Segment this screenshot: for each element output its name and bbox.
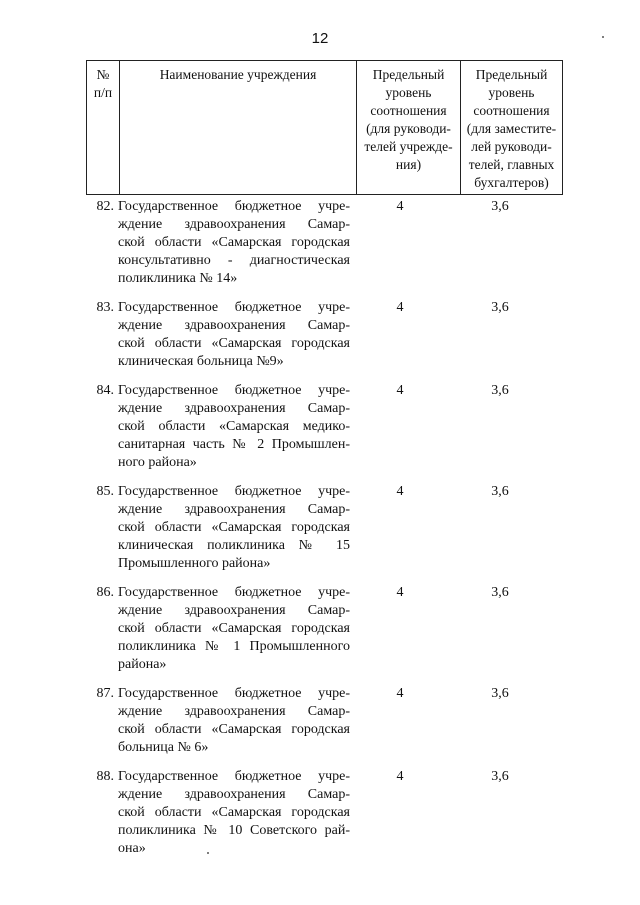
row-number: 88. xyxy=(96,769,114,784)
deputy-ratio-value: 3,6 xyxy=(491,484,509,499)
header-line: (для заместите- xyxy=(466,121,557,136)
deputy-ratio-value: 3,6 xyxy=(491,769,509,784)
institution-name xyxy=(118,768,350,858)
header-line: Наименование учреждения xyxy=(159,67,317,82)
table-row xyxy=(80,685,570,757)
institution-name-line: санитарная часть № 2 Промышлен- xyxy=(118,437,350,452)
header-line: (для руководи- xyxy=(366,121,451,136)
table-header xyxy=(86,60,563,195)
header-line: уровень xyxy=(488,85,535,100)
table-body xyxy=(80,198,570,869)
table-row xyxy=(80,483,570,573)
header-deputy-ratio xyxy=(461,61,562,194)
institution-name-line: Промышленного района» xyxy=(118,556,271,571)
institution-name-line: ждение здравоохранения Самар- xyxy=(118,704,350,719)
deputy-ratio-value: 3,6 xyxy=(491,199,509,214)
institution-name-line: Государственное бюджетное учре- xyxy=(118,199,350,214)
institution-name-line: ской области «Самарская городская xyxy=(118,235,350,250)
institution-name-line: ской области «Самарская городская xyxy=(118,805,350,820)
header-line: телей учрежде- xyxy=(364,139,453,154)
header-line: уровень xyxy=(385,85,432,100)
institution-name xyxy=(118,685,350,757)
header-line: п/п xyxy=(93,85,113,100)
table-row xyxy=(80,584,570,674)
institution-name-line: ждение здравоохранения Самар- xyxy=(118,401,350,416)
institution-name-line: ждение здравоохранения Самар- xyxy=(118,502,350,517)
header-institution-name xyxy=(120,61,357,194)
institution-name-line: консультативно - диагностическая xyxy=(118,253,350,268)
institution-name-line: поликлиника № 10 Советского рай- xyxy=(118,823,350,838)
row-number: 87. xyxy=(96,686,114,701)
institution-name-line: ждение здравоохранения Самар- xyxy=(118,787,350,802)
institution-name-line: ждение здравоохранения Самар- xyxy=(118,318,350,333)
institution-name-line: Государственное бюджетное учре- xyxy=(118,585,350,600)
table-row xyxy=(80,382,570,472)
institution-name-line: ской области «Самарская городская xyxy=(118,621,350,636)
head-ratio-value: 4 xyxy=(396,585,404,600)
head-ratio-value: 4 xyxy=(396,686,404,701)
institution-name-line: ской области «Самарская городская xyxy=(118,722,350,737)
institution-name-line: поликлиника № 14» xyxy=(118,271,238,286)
institution-name xyxy=(118,382,350,472)
institution-name-line: больница № 6» xyxy=(118,740,209,755)
scan-speck xyxy=(207,852,209,854)
header-line: ния) xyxy=(395,157,422,172)
institution-name xyxy=(118,584,350,674)
header-line: лей руководи- xyxy=(471,139,552,154)
institution-name-line: Государственное бюджетное учре- xyxy=(118,769,350,784)
institution-name-line: ждение здравоохранения Самар- xyxy=(118,603,350,618)
institution-name-line: она» xyxy=(118,841,146,856)
deputy-ratio-value: 3,6 xyxy=(491,300,509,315)
institution-name xyxy=(118,299,350,371)
institution-name-line: Государственное бюджетное учре- xyxy=(118,484,350,499)
row-number: 85. xyxy=(96,484,114,499)
table-row xyxy=(80,299,570,371)
institution-name-line: района» xyxy=(118,657,167,672)
deputy-ratio-value: 3,6 xyxy=(491,383,509,398)
institution-name-line: Государственное бюджетное учре- xyxy=(118,383,350,398)
institution-name-line: ждение здравоохранения Самар- xyxy=(118,217,350,232)
institution-name-line: ской области «Самарская городская xyxy=(118,336,350,351)
institution-name-line: Государственное бюджетное учре- xyxy=(118,300,350,315)
table-row xyxy=(80,198,570,288)
table-row xyxy=(80,768,570,858)
institution-name-line: поликлиника № 1 Промышленного xyxy=(118,639,350,654)
row-number: 84. xyxy=(96,383,114,398)
page-number: 12 xyxy=(311,30,329,47)
deputy-ratio-value: 3,6 xyxy=(491,686,509,701)
header-line: телей, главных xyxy=(468,157,555,172)
head-ratio-value: 4 xyxy=(396,484,404,499)
institution-name xyxy=(118,198,350,288)
header-line: № xyxy=(96,67,110,82)
institution-name-line: клиническая поликлиника № 15 xyxy=(118,538,350,553)
institution-name-line: ного района» xyxy=(118,455,197,470)
head-ratio-value: 4 xyxy=(396,383,404,398)
institution-name xyxy=(118,483,350,573)
institution-name-line: ской области «Самарская медико- xyxy=(118,419,350,434)
head-ratio-value: 4 xyxy=(396,300,404,315)
deputy-ratio-value: 3,6 xyxy=(491,585,509,600)
header-head-ratio xyxy=(357,61,461,194)
row-number: 86. xyxy=(96,585,114,600)
header-number xyxy=(87,61,120,194)
header-line: соотношения xyxy=(370,103,447,118)
header-line: соотношения xyxy=(473,103,550,118)
head-ratio-value: 4 xyxy=(396,769,404,784)
head-ratio-value: 4 xyxy=(396,199,404,214)
institution-name-line: ской области «Самарская городская xyxy=(118,520,350,535)
header-line: Предельный xyxy=(475,67,548,82)
header-line: Предельный xyxy=(372,67,445,82)
scan-speck xyxy=(602,36,604,38)
row-number: 83. xyxy=(96,300,114,315)
row-number: 82. xyxy=(96,199,114,214)
institution-name-line: клиническая больница №9» xyxy=(118,354,284,369)
institution-name-line: Государственное бюджетное учре- xyxy=(118,686,350,701)
header-line: бухгалтеров) xyxy=(474,175,549,190)
